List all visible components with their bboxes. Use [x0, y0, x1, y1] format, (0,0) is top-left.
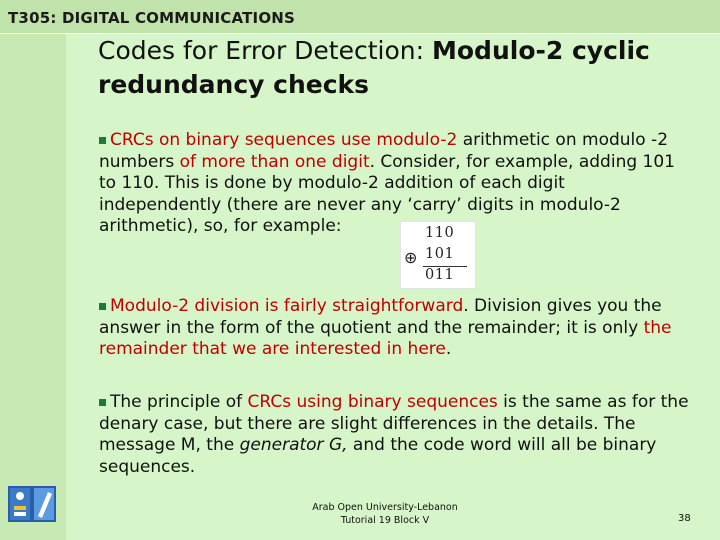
- slide-title: [98, 34, 688, 102]
- text-red: Modulo-2 division is fairly straightforward: [110, 296, 464, 316]
- text: arithmetic on modulo -2 numbers: [99, 130, 669, 172]
- text: . Consider, for example, adding 101 to 110. This is done by modulo-2 addition of each digit independently (there are never any ‘carry’ digits in modulo-2 arithmetic), so, for example:: [99, 151, 675, 236]
- title-regular: Codes for Error Detection:: [98, 36, 432, 65]
- text: and the code word will all be binary sequences.: [99, 435, 657, 477]
- paragraph-modulo2-division: [99, 296, 689, 361]
- text-italic: generator G,: [239, 435, 348, 455]
- footer-text: [285, 501, 485, 527]
- footer-line-2: Tutorial 19 Block V: [340, 515, 430, 526]
- text-red: CRCs using binary sequences: [247, 392, 498, 412]
- modulo2-addition-example: [400, 221, 476, 289]
- text: is the same as for the denary case, but there are slight differences in the details. The message M, the: [99, 392, 689, 455]
- paragraph-crc-principle: [99, 392, 689, 478]
- bullet-icon: [99, 399, 106, 406]
- bullet-icon: [99, 137, 106, 144]
- bullet-icon: [99, 303, 106, 310]
- sum-result: 011: [425, 267, 455, 283]
- text: . Division gives you the answer in the form of the quotient and the remainder; it is only: [99, 296, 662, 338]
- text: The principle of: [110, 392, 248, 412]
- page-number: 38: [678, 513, 691, 524]
- addend-1: 110: [425, 225, 455, 241]
- text: .: [445, 339, 452, 359]
- addend-2: 101: [425, 246, 455, 262]
- text-red: the remainder that we are interested in here: [99, 317, 672, 359]
- footer-line-1: Arab Open University-Lebanon: [312, 502, 458, 513]
- aou-logo-icon: [8, 486, 56, 522]
- xor-operator-icon: ⊕: [404, 248, 418, 267]
- text-red: of more than one digit: [179, 151, 370, 172]
- text-red: CRCs on binary sequences use modulo-2: [110, 130, 458, 150]
- sidebar-band: [0, 0, 66, 540]
- paragraph-crc-arithmetic: [99, 130, 689, 238]
- header-bar: [0, 0, 720, 34]
- title-bold: Modulo-2 cyclic redundancy checks: [98, 36, 650, 99]
- course-title: T305: DIGITAL COMMUNICATIONS: [8, 9, 296, 27]
